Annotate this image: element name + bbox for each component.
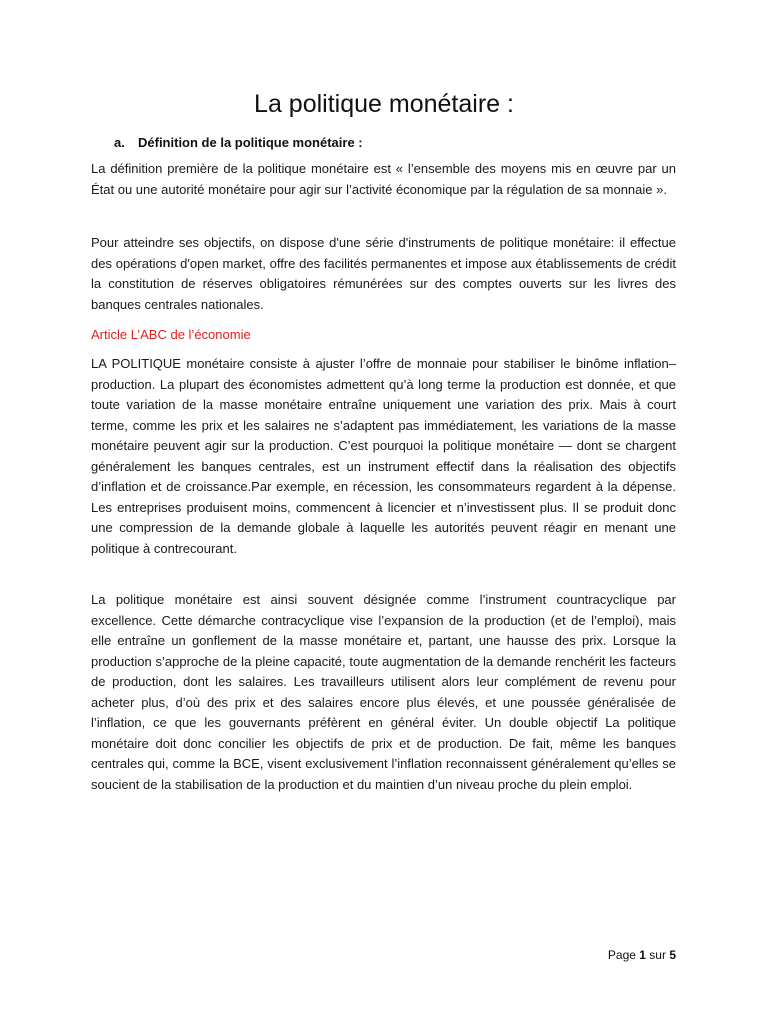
- paragraph-monetary-policy: LA POLITIQUE monétaire consiste à ajuster l’offre de monnaie pour stabiliser le binôme inflation–production. La plupart des économistes admettent qu’à long terme la production est donnée, et que toute variation de la masse monétaire entraîne uniquement une variation des prix. Mais à court terme, comme les prix et les salaires ne s’adaptent pas immédiatement, les variations de la masse monétaire peuvent agir sur la production. C’est pourquoi la politique monétaire — dont se chargent généralement les banques centrales, est un instrument effectif dans la réalisation des objectifs d’inflation et de croissance.Par exemple, en récession, les consommateurs regardent à la dépense. Les entreprises produisent moins, commencent à licencier et n’investissent plus. Il se produit donc une compression de la demande globale à laquelle les autorités peuvent réagir en menant une politique à contrecourant.: [91, 356, 676, 556]
- section-heading: [114, 133, 363, 153]
- page-of-label: sur: [649, 948, 666, 962]
- paragraph-definition: La définition première de la politique monétaire est « l’ensemble des moyens mis en œuvre par un État ou une autorité monétaire pour agir sur l’activité économique par la régulation de sa monnaie ».: [91, 161, 676, 197]
- current-page-number: 1: [639, 948, 646, 962]
- total-pages-number: 5: [669, 948, 676, 962]
- paragraph-instruments: Pour atteindre ses objectifs, on dispose d'une série d'instruments de politique monétaire: il effectue des opérations d'open market, offre des facilités permanentes et impose aux établissements de crédit la constitution de réserves obligatoires rémunérées sur des comptes ouverts sur les livres des banques centrales nationales.: [91, 235, 676, 312]
- paragraph-countercyclical: La politique monétaire est ainsi souvent désignée comme l’instrument countracyclique par excellence. Cette démarche contracyclique vise l’expansion de la production (et de l’emploi), mais elle entraîne un gonflement de la masse monétaire et, partant, une hausse des prix. Lorsque la production s’approche de la pleine capacité, toute augmentation de la demande renchérit les facteurs de production, dont les salaires. Les travailleurs utilisent alors leur complément de revenu pour acheter plus, d’où des prix et des salaires encore plus élevés, et une poussée généralisée de l’inflation, ce que les gouvernants préfèrent en général éviter. Un double objectif La politique monétaire doit donc concilier les objectifs de prix et de production. De fait, même les banques centrales qui, comme la BCE, visent exclusivement l’inflation reconnaissent généralement qu’elles se soucient de la stabilisation de la production et du maintien d’un niveau proche du plein emploi.: [91, 592, 676, 792]
- section-heading-text: Définition de la politique monétaire :: [138, 135, 363, 150]
- page-number-footer: [608, 946, 676, 964]
- page-title: La politique monétaire :: [254, 90, 514, 118]
- page-label: Page: [607, 948, 636, 962]
- article-reference: Article L’ABC de l’économie: [91, 327, 251, 342]
- section-marker: a.: [114, 135, 125, 150]
